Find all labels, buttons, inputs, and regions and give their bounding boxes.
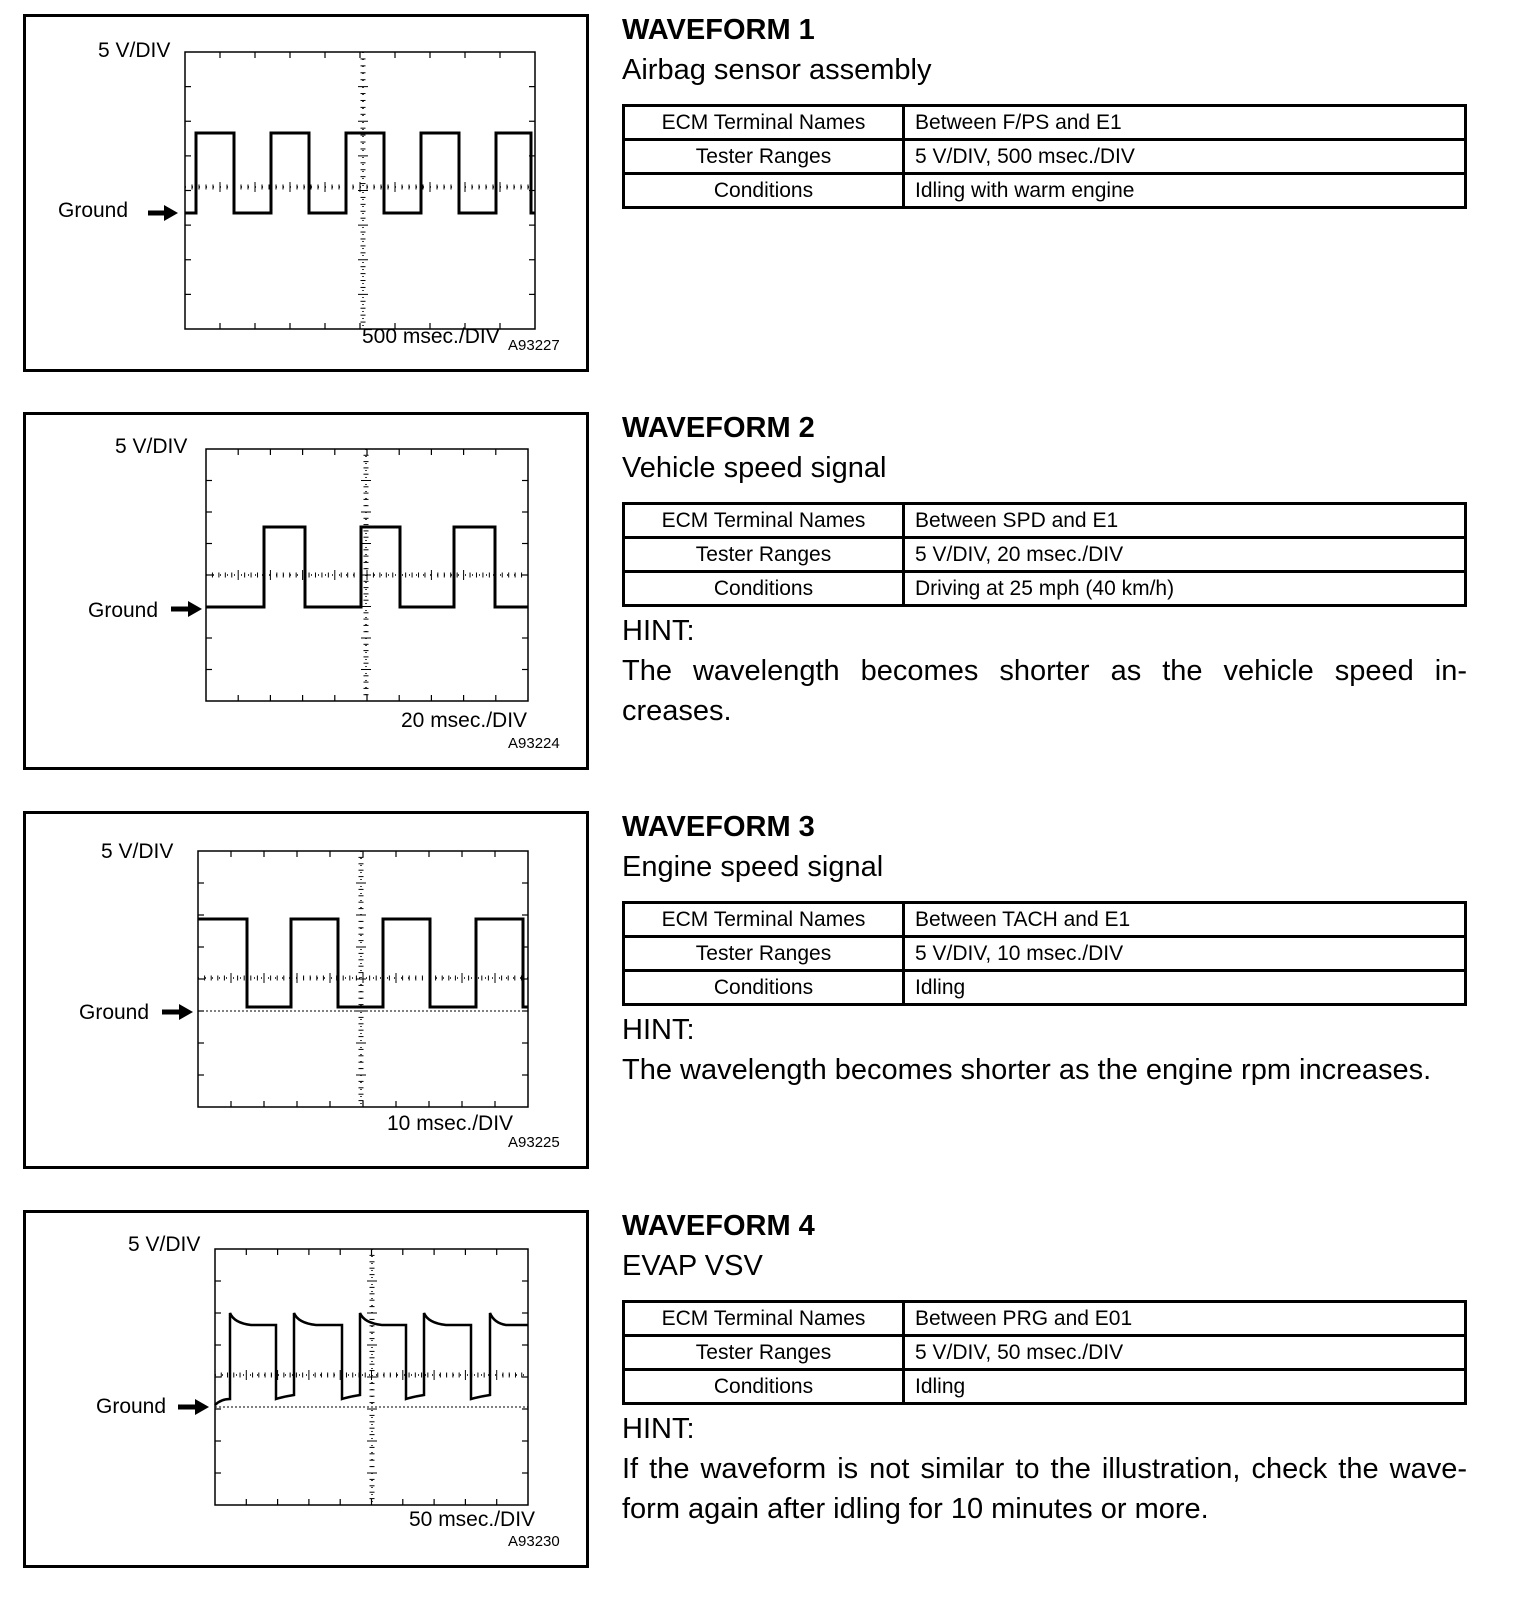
table-value: Between SPD and E1	[904, 504, 1466, 538]
spec-table	[622, 104, 1467, 209]
table-row	[624, 572, 1466, 606]
table-row	[624, 538, 1466, 572]
ground-label: Ground	[88, 599, 159, 622]
table-key: Conditions	[624, 572, 904, 606]
figure-id: A93227	[508, 337, 560, 354]
figure-id: A93230	[508, 1533, 560, 1550]
table-key: Tester Ranges	[624, 1336, 904, 1370]
time-per-div-label: 20 msec./DIV	[401, 709, 528, 732]
table-value: Driving at 25 mph (40 km/h)	[904, 572, 1466, 606]
waveform-title: WAVEFORM 2	[622, 412, 815, 444]
ground-label: Ground	[79, 1001, 150, 1024]
table-row	[624, 1370, 1466, 1404]
table-row	[624, 971, 1466, 1005]
table-value: 5 V/DIV, 500 msec./DIV	[904, 140, 1466, 174]
table-value: Idling	[904, 971, 1466, 1005]
oscilloscope-figure	[23, 1210, 589, 1568]
waveform-4-section	[0, 1196, 1520, 1576]
table-key: ECM Terminal Names	[624, 1302, 904, 1336]
table-row	[624, 937, 1466, 971]
table-value: Between F/PS and E1	[904, 106, 1466, 140]
waveform-info	[622, 807, 1467, 1090]
table-key: Conditions	[624, 971, 904, 1005]
spec-table	[622, 502, 1467, 607]
waveform-info	[622, 408, 1467, 731]
waveform-1-section	[0, 0, 1520, 380]
waveform-info	[622, 10, 1467, 209]
waveform-3-section	[0, 797, 1520, 1177]
hint-label: HINT:	[622, 1413, 695, 1445]
waveform-subtitle: Engine speed signal	[622, 851, 884, 883]
hint-text: The wavelength becomes shorter as the vehicle speed in-creases.	[622, 655, 1467, 727]
table-row	[624, 174, 1466, 208]
oscilloscope-plot	[26, 17, 586, 369]
table-row	[624, 1336, 1466, 1370]
oscilloscope-figure	[23, 14, 589, 372]
table-row	[624, 903, 1466, 937]
figure-id: A93224	[508, 735, 560, 752]
table-row	[624, 1302, 1466, 1336]
table-value: 5 V/DIV, 20 msec./DIV	[904, 538, 1466, 572]
figure-id: A93225	[508, 1134, 560, 1151]
hint-label: HINT:	[622, 615, 695, 647]
oscilloscope-figure	[23, 412, 589, 770]
waveform-title: WAVEFORM 1	[622, 14, 815, 46]
oscilloscope-figure	[23, 811, 589, 1169]
hint-text: If the waveform is not similar to the illustration, check the wave-form again after idling for 10 minutes or more.	[622, 1453, 1467, 1525]
time-per-div-label: 10 msec./DIV	[387, 1112, 514, 1135]
volts-per-div-label: 5 V/DIV	[101, 840, 174, 863]
volts-per-div-label: 5 V/DIV	[115, 435, 188, 458]
hint-label: HINT:	[622, 1014, 695, 1046]
table-key: ECM Terminal Names	[624, 106, 904, 140]
table-value: Between PRG and E01	[904, 1302, 1466, 1336]
waveform-title: WAVEFORM 3	[622, 811, 815, 843]
table-value: 5 V/DIV, 10 msec./DIV	[904, 937, 1466, 971]
table-value: Idling	[904, 1370, 1466, 1404]
waveform-title: WAVEFORM 4	[622, 1210, 815, 1242]
table-key: Tester Ranges	[624, 937, 904, 971]
hint-text: The wavelength becomes shorter as the engine rpm increases.	[622, 1054, 1432, 1086]
table-row	[624, 106, 1466, 140]
waveform-subtitle: Vehicle speed signal	[622, 452, 887, 484]
table-value: 5 V/DIV, 50 msec./DIV	[904, 1336, 1466, 1370]
table-value: Between TACH and E1	[904, 903, 1466, 937]
volts-per-div-label: 5 V/DIV	[128, 1233, 201, 1256]
spec-table	[622, 901, 1467, 1006]
waveform-2-section	[0, 398, 1520, 778]
table-key: ECM Terminal Names	[624, 504, 904, 538]
table-key: Tester Ranges	[624, 538, 904, 572]
time-per-div-label: 500 msec./DIV	[362, 325, 500, 348]
ground-label: Ground	[58, 199, 129, 222]
ground-label: Ground	[96, 1395, 167, 1418]
table-key: Tester Ranges	[624, 140, 904, 174]
table-row	[624, 504, 1466, 538]
table-key: ECM Terminal Names	[624, 903, 904, 937]
table-row	[624, 140, 1466, 174]
waveform-subtitle: EVAP VSV	[622, 1250, 763, 1282]
volts-per-div-label: 5 V/DIV	[98, 39, 171, 62]
waveform-info	[622, 1206, 1467, 1529]
waveform-subtitle: Airbag sensor assembly	[622, 54, 932, 86]
table-value: Idling with warm engine	[904, 174, 1466, 208]
table-key: Conditions	[624, 174, 904, 208]
spec-table	[622, 1300, 1467, 1405]
time-per-div-label: 50 msec./DIV	[409, 1508, 536, 1531]
table-key: Conditions	[624, 1370, 904, 1404]
